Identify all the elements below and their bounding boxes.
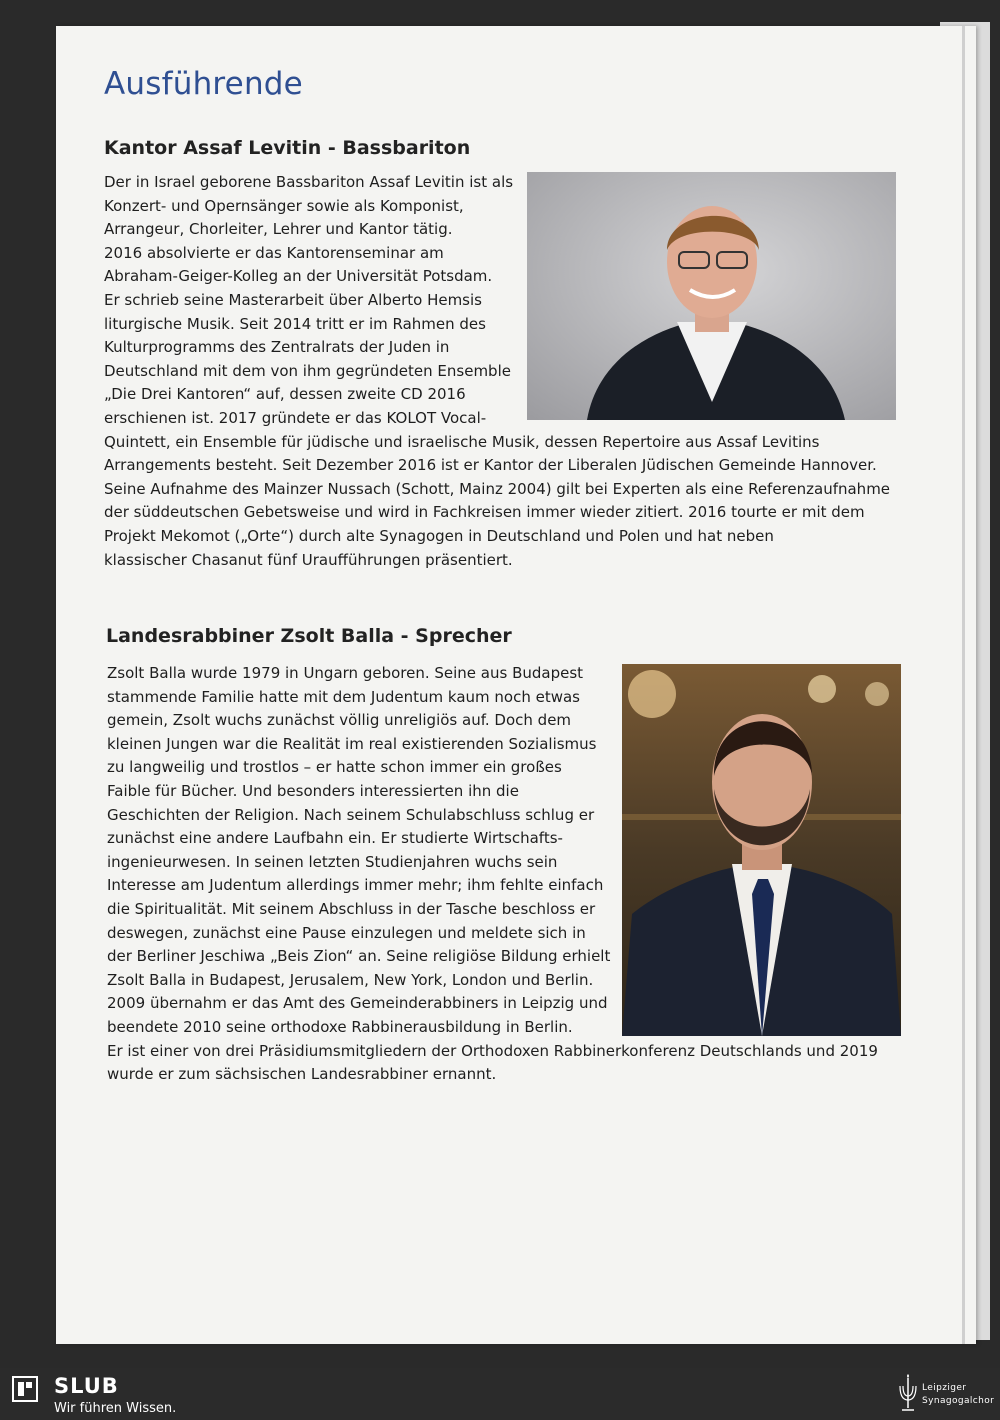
bio-line: der Berliner Jeschiwa „Beis Zion“ an. Seine religiöse Bildung erhielt xyxy=(107,947,611,966)
bio-line: ingenieurwesen. In seinen letzten Studienjahren wuchs sein xyxy=(107,852,558,871)
performer-bio xyxy=(107,662,878,1087)
bio-line: klassischer Chasanut fünf Uraufführungen präsentiert. xyxy=(104,550,513,569)
bio-line: deswegen, zunächst eine Pause einzulegen und meldete sich in xyxy=(107,923,586,942)
bio-line: Quintett, ein Ensemble für jüdische und israelische Musik, dessen Repertoire aus Assaf Levitins xyxy=(104,432,820,451)
bio-line: wurde er zum sächsischen Landesrabbiner ernannt. xyxy=(107,1065,497,1084)
bio-line: Deutschland mit dem von ihm gegründeten Ensemble xyxy=(104,361,511,380)
bio-line: Zsolt Balla in Budapest, Jerusalem, New York, London und Berlin. xyxy=(107,970,594,989)
bio-line: zunächst eine andere Laufbahn ein. Er studierte Wirtschafts- xyxy=(107,829,563,848)
bio-line: Geschichten der Religion. Nach seinem Schulabschluss schlug er xyxy=(107,805,595,824)
bio-line: Der in Israel geborene Bassbariton Assaf Levitin ist als xyxy=(104,173,514,191)
bio-line: zu langweilig und trostlos – er hatte schon immer ein großes xyxy=(107,758,562,777)
page-title: Ausführende xyxy=(104,66,303,102)
bio-line: 2009 übernahm er das Amt des Gemeinderabbiners in Leipzig und xyxy=(107,994,608,1013)
page-fold xyxy=(962,26,965,1344)
choir-name-line1: Leipziger xyxy=(922,1383,967,1393)
library-tagline: Wir führen Wissen. xyxy=(54,1401,177,1416)
bio-line: Konzert- und Opernsänger sowie als Komponist, xyxy=(104,196,464,215)
performer-heading: Landesrabbiner Zsolt Balla - Sprecher xyxy=(106,625,512,647)
bio-line: kleinen Jungen war die Realität im real existierenden Sozialismus xyxy=(107,734,597,753)
bio-line: Kulturprogramms des Zentralrats der Juden in xyxy=(104,338,450,357)
bio-line: 2016 absolvierte er das Kantorenseminar am xyxy=(104,243,444,262)
bio-line: liturgische Musik. Seit 2014 tritt er im Rahmen des xyxy=(104,314,486,333)
viewer-footer xyxy=(0,1368,1000,1420)
performer-heading: Kantor Assaf Levitin - Bassbariton xyxy=(104,137,471,159)
bio-line: beendete 2010 seine orthodoxe Rabbinerausbildung in Berlin. xyxy=(107,1017,573,1036)
bio-line: Er schrieb seine Masterarbeit über Alberto Hemsis xyxy=(104,290,482,309)
bio-line: Zsolt Balla wurde 1979 in Ungarn geboren. Seine aus Budapest xyxy=(107,664,584,682)
performer-bio xyxy=(104,171,890,572)
bio-line: Projekt Mekomot („Orte“) durch alte Synagogen in Deutschland und Polen und hat neben xyxy=(104,526,774,545)
bio-line: gemein, Zsolt wuchs zunächst völlig unreligiös auf. Doch dem xyxy=(107,711,572,730)
bio-line: Interesse am Judentum allerdings immer mehr; ihm fehlte einfach xyxy=(107,876,604,895)
choir-name xyxy=(922,1382,994,1408)
slub-logo-icon xyxy=(12,1376,38,1402)
bio-line: Er ist einer von drei Präsidiumsmitgliedern der Orthodoxen Rabbinerkonferenz Deutschlands und 2019 xyxy=(107,1041,878,1060)
bio-line: Abraham-Geiger-Kolleg an der Universität Potsdam. xyxy=(104,267,493,286)
library-name[interactable]: SLUB xyxy=(54,1374,119,1398)
bio-line: Faible für Bücher. Und besonders interessierten ihn die xyxy=(107,781,519,800)
bio-line: Seine Aufnahme des Mainzer Nussach (Schott, Mainz 2004) gilt bei Experten als eine Referenzaufnahme xyxy=(104,479,891,498)
bio-line: Arrangeur, Chorleiter, Lehrer und Kantor tätig. xyxy=(104,220,453,239)
bio-line: Arrangements besteht. Seit Dezember 2016 ist er Kantor der Liberalen Jüdischen Gemeinde Hannover. xyxy=(104,456,877,475)
bio-line: der süddeutschen Gebetsweise und wird in Fachkreisen immer wieder zitiert. 2016 tourte er mit dem xyxy=(104,503,865,522)
bio-line: „Die Drei Kantoren“ auf, dessen zweite CD 2016 xyxy=(104,385,466,404)
choir-name-line2: Synagogalchor xyxy=(922,1396,995,1406)
bio-line: erschienen ist. 2017 gründete er das KOLOT Vocal- xyxy=(104,408,487,427)
menorah-icon xyxy=(896,1372,920,1416)
bio-line: stammende Familie hatte mit dem Judentum kaum noch etwas xyxy=(107,687,580,706)
bio-line: die Spiritualität. Mit seinem Abschluss in der Tasche beschloss er xyxy=(107,899,596,918)
